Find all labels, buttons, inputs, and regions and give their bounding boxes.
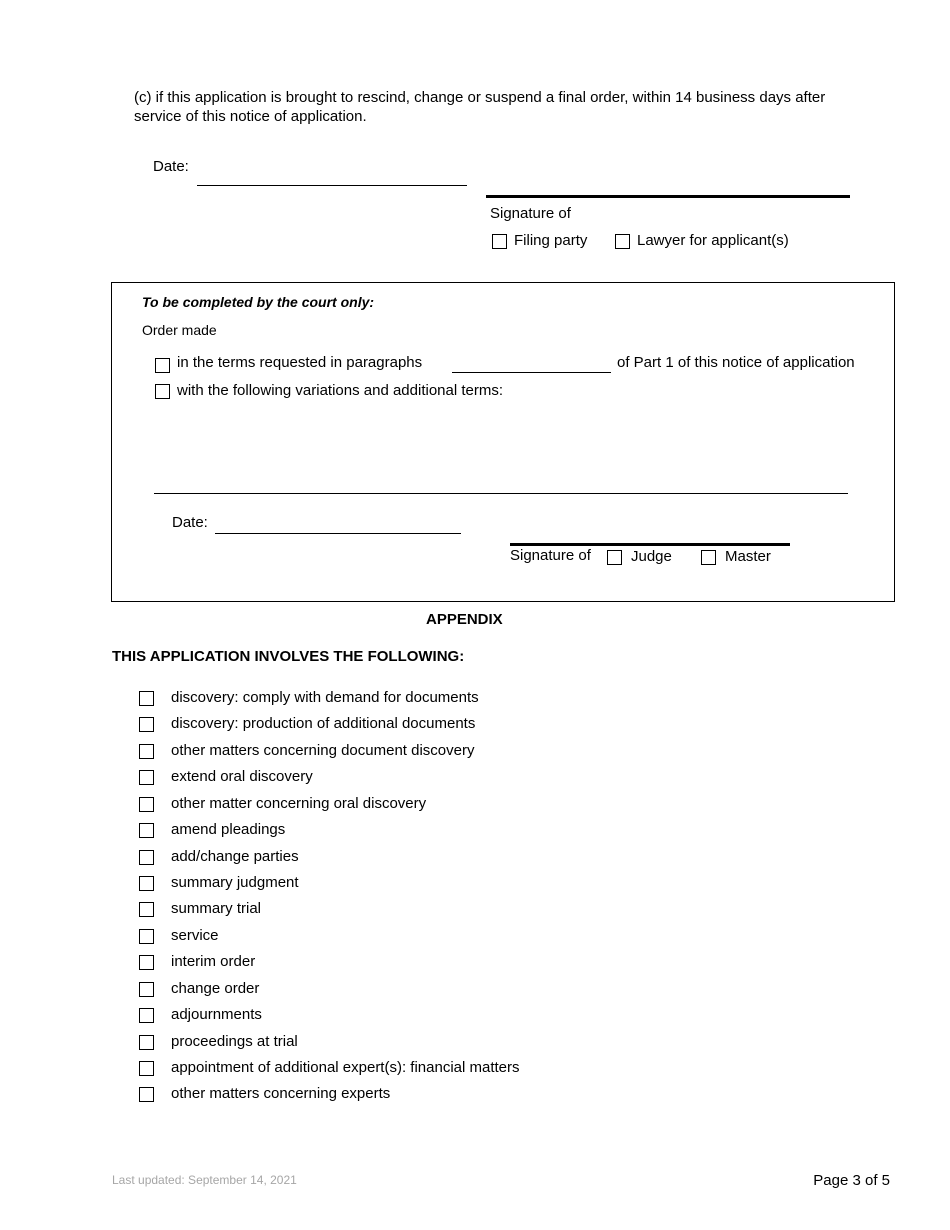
court-only-heading: To be completed by the court only: xyxy=(142,294,375,310)
order-made-label: Order made xyxy=(142,322,217,338)
date-label: Date: xyxy=(153,158,189,175)
appendix-item: appointment of additional expert(s): financial matters xyxy=(171,1059,520,1076)
court-signature-line[interactable] xyxy=(510,543,790,546)
appendix-checkbox[interactable] xyxy=(139,982,154,997)
court-only-box xyxy=(111,282,895,602)
filing-party-checkbox[interactable] xyxy=(492,234,507,249)
variations-label: with the following variations and additional terms: xyxy=(177,382,504,399)
judge-label: Judge xyxy=(631,548,672,565)
variations-field-line[interactable] xyxy=(154,493,848,494)
appendix-item: amend pleadings xyxy=(171,821,286,838)
appendix-checkbox[interactable] xyxy=(139,1035,154,1050)
last-updated: Last updated: September 14, 2021 xyxy=(112,1173,297,1187)
appendix-checkbox[interactable] xyxy=(139,823,154,838)
appendix-item: add/change parties xyxy=(171,848,299,865)
appendix-item: other matters concerning experts xyxy=(171,1085,391,1102)
signature-line[interactable] xyxy=(486,195,850,198)
of-part-1-label: of Part 1 of this notice of application xyxy=(617,354,855,371)
appendix-item: proceedings at trial xyxy=(171,1033,298,1050)
appendix-checkbox[interactable] xyxy=(139,955,154,970)
appendix-item: summary judgment xyxy=(171,874,299,891)
page-number: Page 3 of 5 xyxy=(813,1172,890,1189)
appendix-item: other matters concerning document discovery xyxy=(171,742,475,759)
appendix-item: summary trial xyxy=(171,900,262,917)
judge-checkbox[interactable] xyxy=(607,550,622,565)
appendix-checkbox[interactable] xyxy=(139,876,154,891)
appendix-checkbox[interactable] xyxy=(139,797,154,812)
appendix-title: APPENDIX xyxy=(426,611,503,628)
date-field-line[interactable] xyxy=(197,185,467,186)
court-date-field-line[interactable] xyxy=(215,533,461,534)
filing-party-label: Filing party xyxy=(514,232,588,249)
paragraphs-field-line[interactable] xyxy=(452,372,611,373)
appendix-item: extend oral discovery xyxy=(171,768,313,785)
master-label: Master xyxy=(725,548,771,565)
signature-of-label: Signature of xyxy=(490,205,571,222)
terms-requested-label: in the terms requested in paragraphs xyxy=(177,354,423,371)
appendix-checkbox[interactable] xyxy=(139,1061,154,1076)
appendix-item: discovery: comply with demand for documents xyxy=(171,689,479,706)
appendix-checkbox[interactable] xyxy=(139,691,154,706)
appendix-checkbox[interactable] xyxy=(139,717,154,732)
appendix-checkbox[interactable] xyxy=(139,744,154,759)
appendix-item: service xyxy=(171,927,219,944)
court-date-label: Date: xyxy=(172,514,208,531)
appendix-checkbox[interactable] xyxy=(139,770,154,785)
appendix-checkbox[interactable] xyxy=(139,1008,154,1023)
variations-checkbox[interactable] xyxy=(155,384,170,399)
paragraph-c: (c) if this application is brought to rescind, change or suspend a final order, within 14 business days after service of this notice of application. xyxy=(134,89,826,125)
lawyer-label: Lawyer for applicant(s) xyxy=(637,232,789,249)
appendix-checkbox[interactable] xyxy=(139,1087,154,1102)
appendix-item: adjournments xyxy=(171,1006,262,1023)
appendix-item: other matter concerning oral discovery xyxy=(171,795,427,812)
appendix-item: change order xyxy=(171,980,260,997)
lawyer-checkbox[interactable] xyxy=(615,234,630,249)
master-checkbox[interactable] xyxy=(701,550,716,565)
court-signature-of-label: Signature of xyxy=(510,547,591,564)
appendix-checkbox[interactable] xyxy=(139,902,154,917)
appendix-checkbox[interactable] xyxy=(139,929,154,944)
appendix-checkbox[interactable] xyxy=(139,850,154,865)
appendix-item: discovery: production of additional documents xyxy=(171,715,476,732)
appendix-subtitle: THIS APPLICATION INVOLVES THE FOLLOWING: xyxy=(112,648,465,665)
terms-requested-checkbox[interactable] xyxy=(155,358,170,373)
appendix-item: interim order xyxy=(171,953,256,970)
